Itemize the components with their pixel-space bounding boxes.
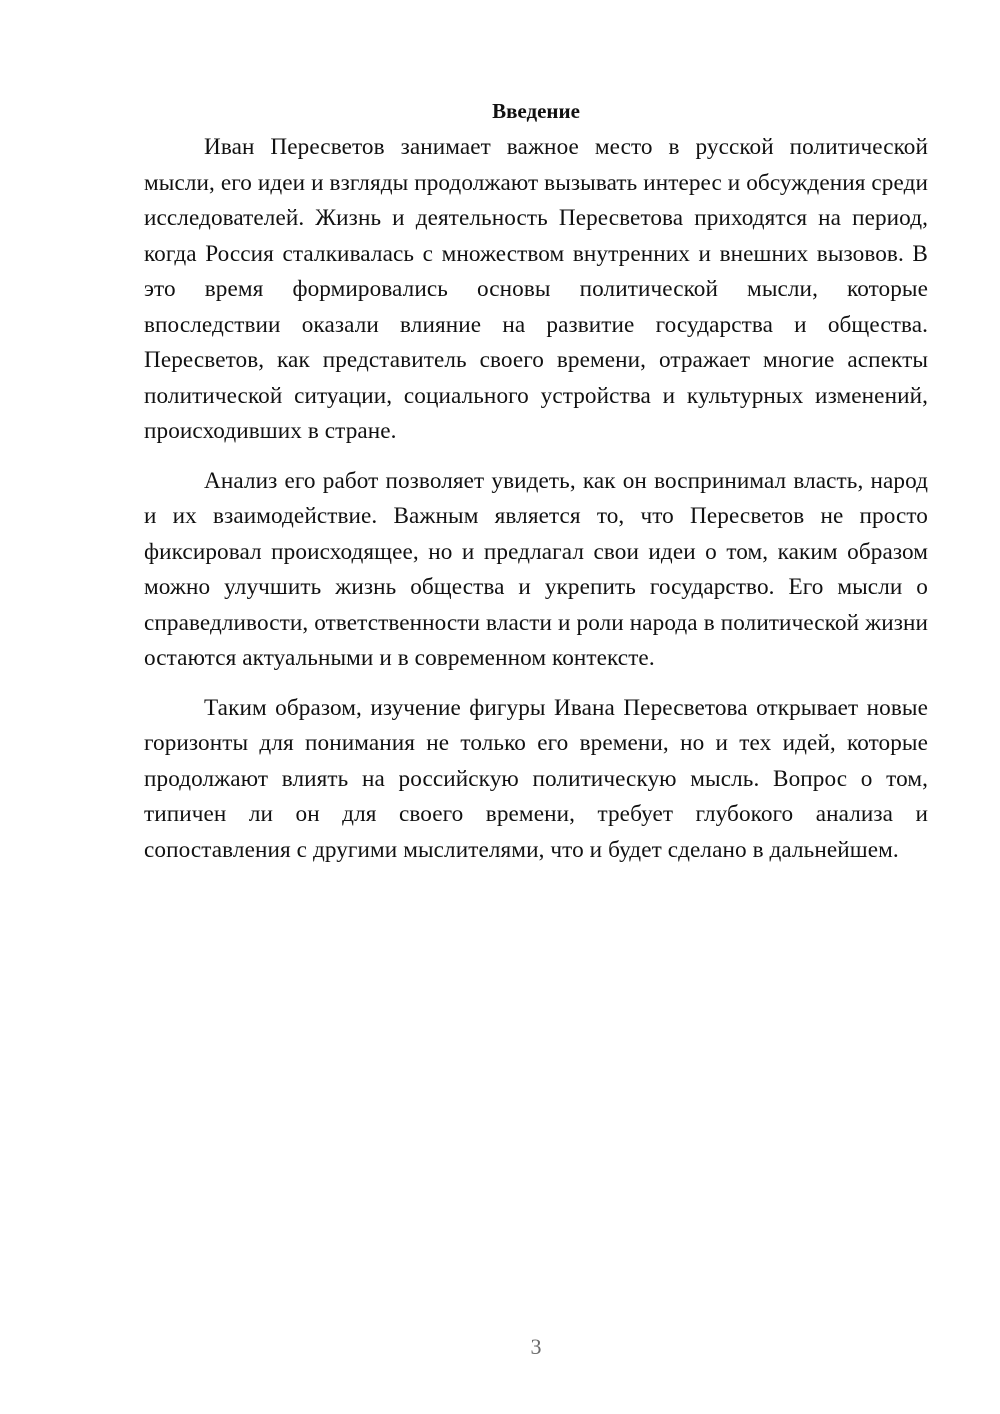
paragraph-1: Иван Пересветов занимает важное место в русской политической мысли, его идеи и взгляды продолжают вызывать интерес и обсуждения среди исследователей. Жизнь и деятельность Пересветова приходятся на период, когда Россия сталкивалась с множеством внутренних и внешних вызовов. В это время формировались основы политической мысли, которые впоследствии оказали влияние на развитие государства и общества. Пересветов, как представитель своего времени, отражает многие аспекты политической ситуации, социального устройства и культурных изменений, происходивших в стране.: [144, 134, 928, 444]
page-content: [144, 96, 928, 882]
page-number: 3: [530, 1334, 542, 1359]
section-heading: Введение: [492, 99, 580, 123]
paragraph-2: Анализ его работ позволяет увидеть, как он воспринимал власть, народ и их взаимодействие. Важным является то, что Пересветов не просто фиксировал происходящее, но и предлагал свои идеи о том, каким образом можно улучшить жизнь общества и укрепить государство. Его мысли о справедливости, ответственности власти и роли народа в политической жизни остаются актуальными и в современном контексте.: [144, 467, 928, 671]
paragraph-3: Таким образом, изучение фигуры Ивана Пересветова открывает новые горизонты для понимания не только его времени, но и тех идей, которые продолжают влиять на российскую политическую мысль. Вопрос о том, типичен ли он для своего времени, требует глубокого анализа и сопоставления с другими мыслителями, что и будет сделано в дальнейшем.: [144, 694, 928, 863]
